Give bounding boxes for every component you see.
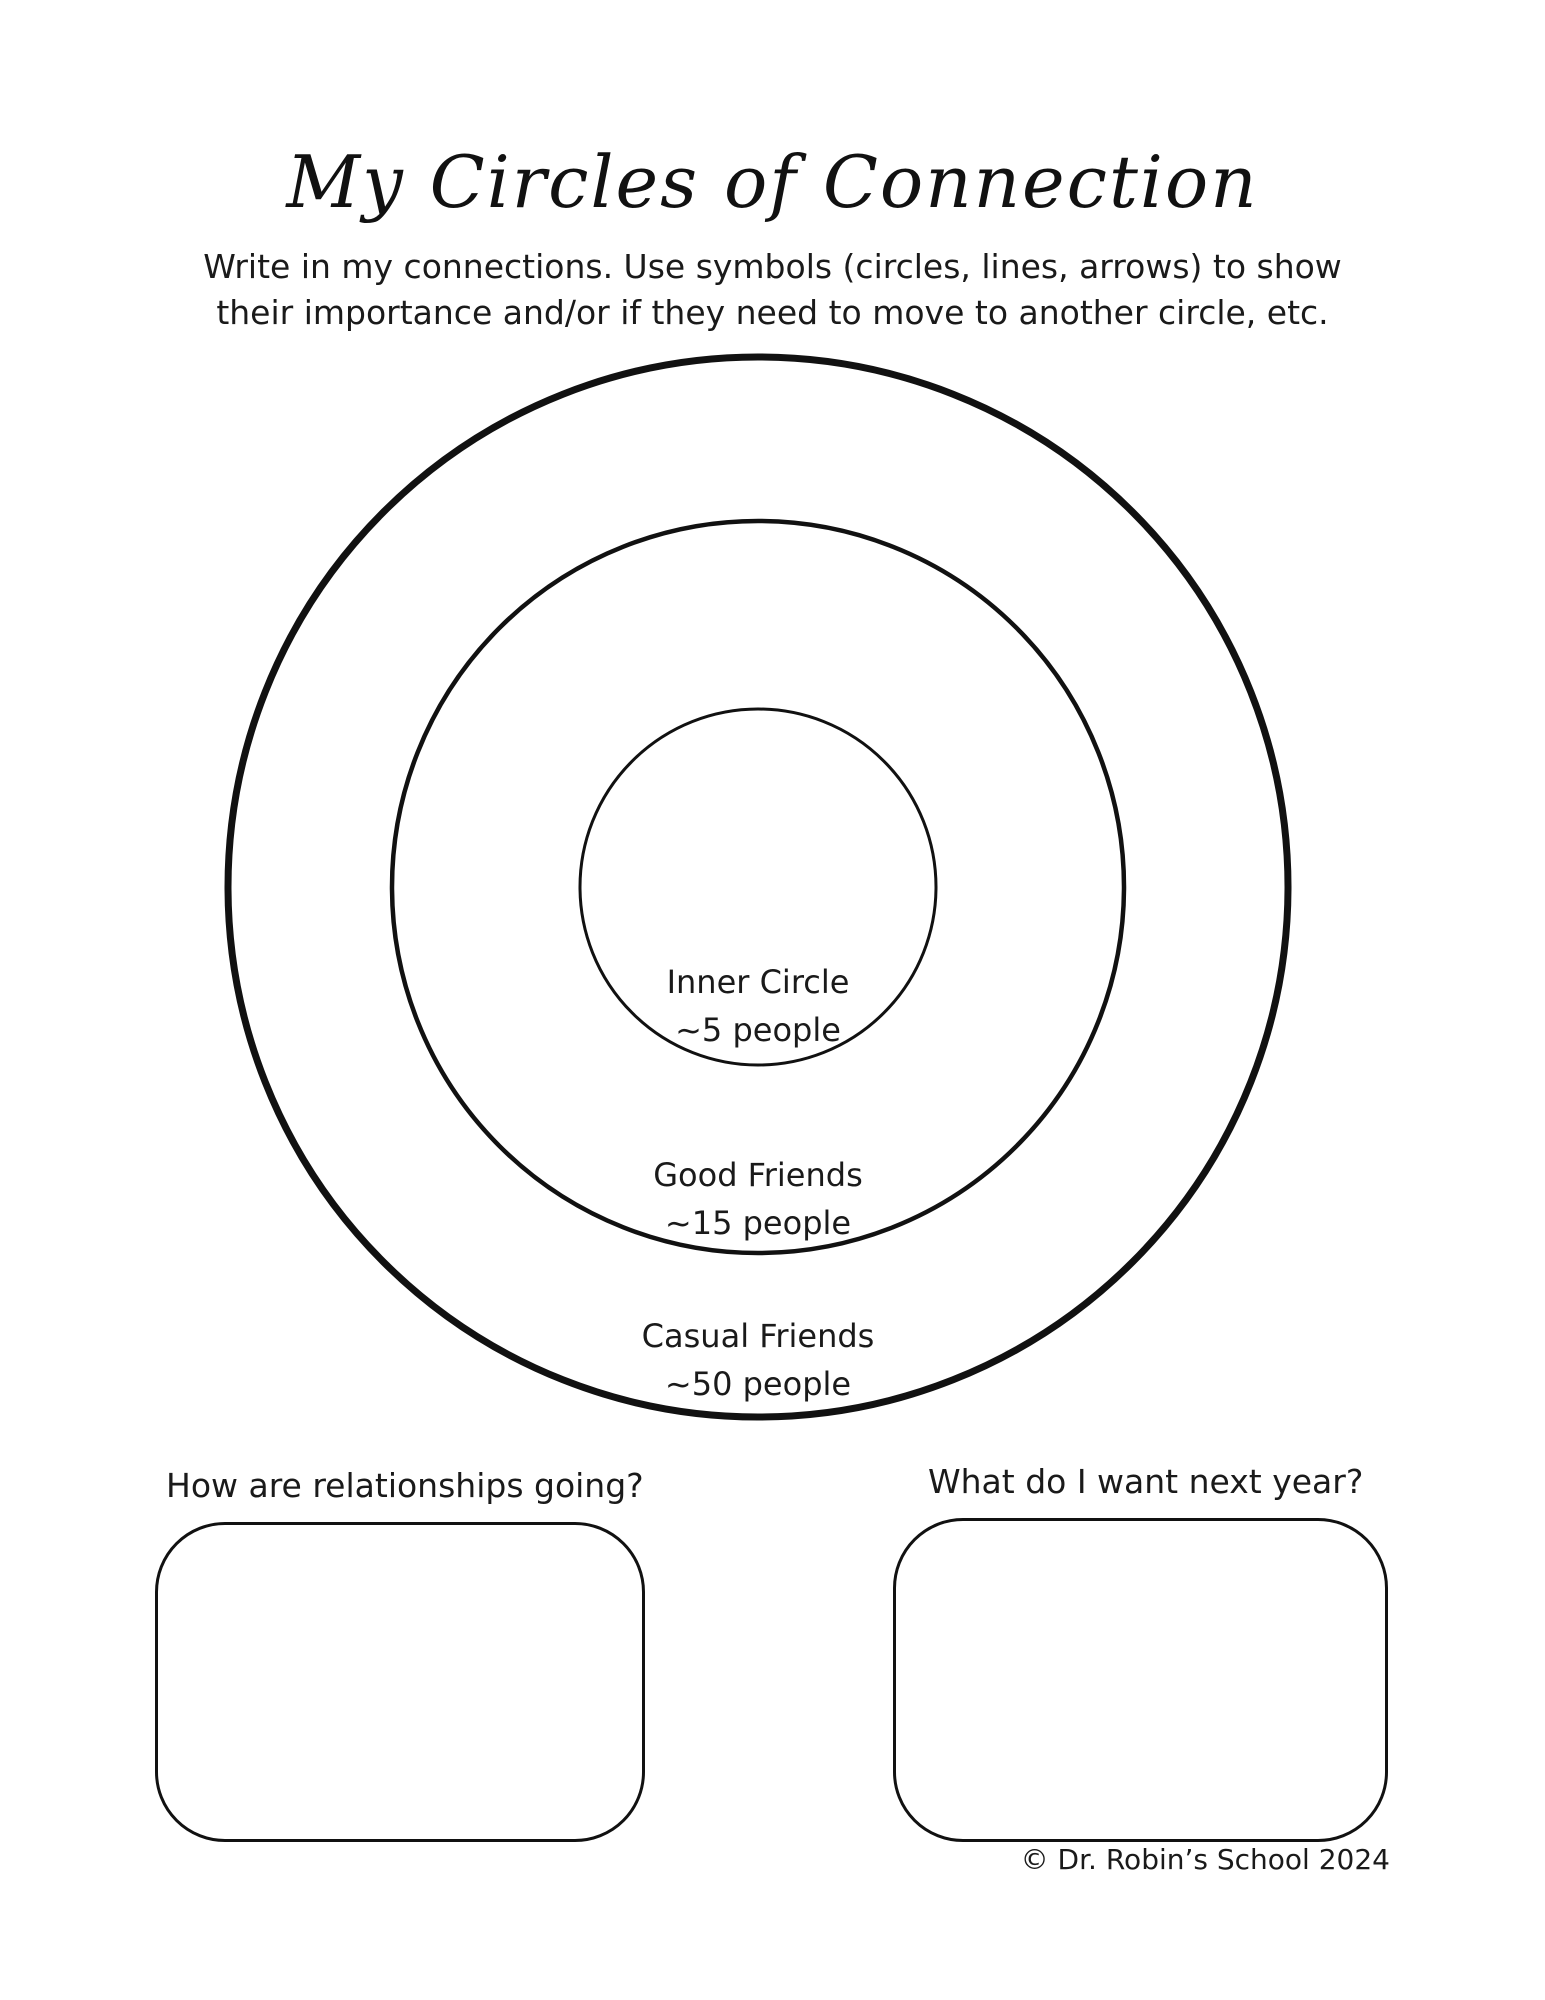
casual-friends-name: Casual Friends bbox=[641, 1317, 875, 1355]
good-friends-circle[interactable] bbox=[392, 521, 1124, 1253]
inner-circle-count: ~5 people bbox=[675, 1011, 841, 1049]
inner-circle-label bbox=[558, 958, 958, 1054]
next-year-prompt: What do I want next year? bbox=[928, 1462, 1364, 1501]
relationships-answer-box[interactable] bbox=[155, 1522, 645, 1842]
page-title: My Circles of Connection bbox=[286, 140, 1259, 224]
casual-friends-circle[interactable] bbox=[228, 357, 1288, 1417]
good-friends-count: ~15 people bbox=[664, 1204, 852, 1242]
relationships-prompt: How are relationships going? bbox=[166, 1466, 644, 1505]
instructions-line-2: their importance and/or if they need to move to another circle, etc. bbox=[216, 293, 1329, 332]
instructions-line-1: Write in my connections. Use symbols (circles, lines, arrows) to show bbox=[203, 247, 1342, 286]
casual-friends-count: ~50 people bbox=[664, 1365, 852, 1403]
inner-circle-name: Inner Circle bbox=[666, 963, 850, 1001]
next-year-answer-box[interactable] bbox=[893, 1518, 1388, 1842]
copyright-notice: © Dr. Robin’s School 2024 bbox=[1020, 1843, 1390, 1876]
good-friends-name: Good Friends bbox=[653, 1156, 863, 1194]
good-friends-label bbox=[558, 1151, 958, 1247]
casual-friends-label bbox=[558, 1312, 958, 1408]
